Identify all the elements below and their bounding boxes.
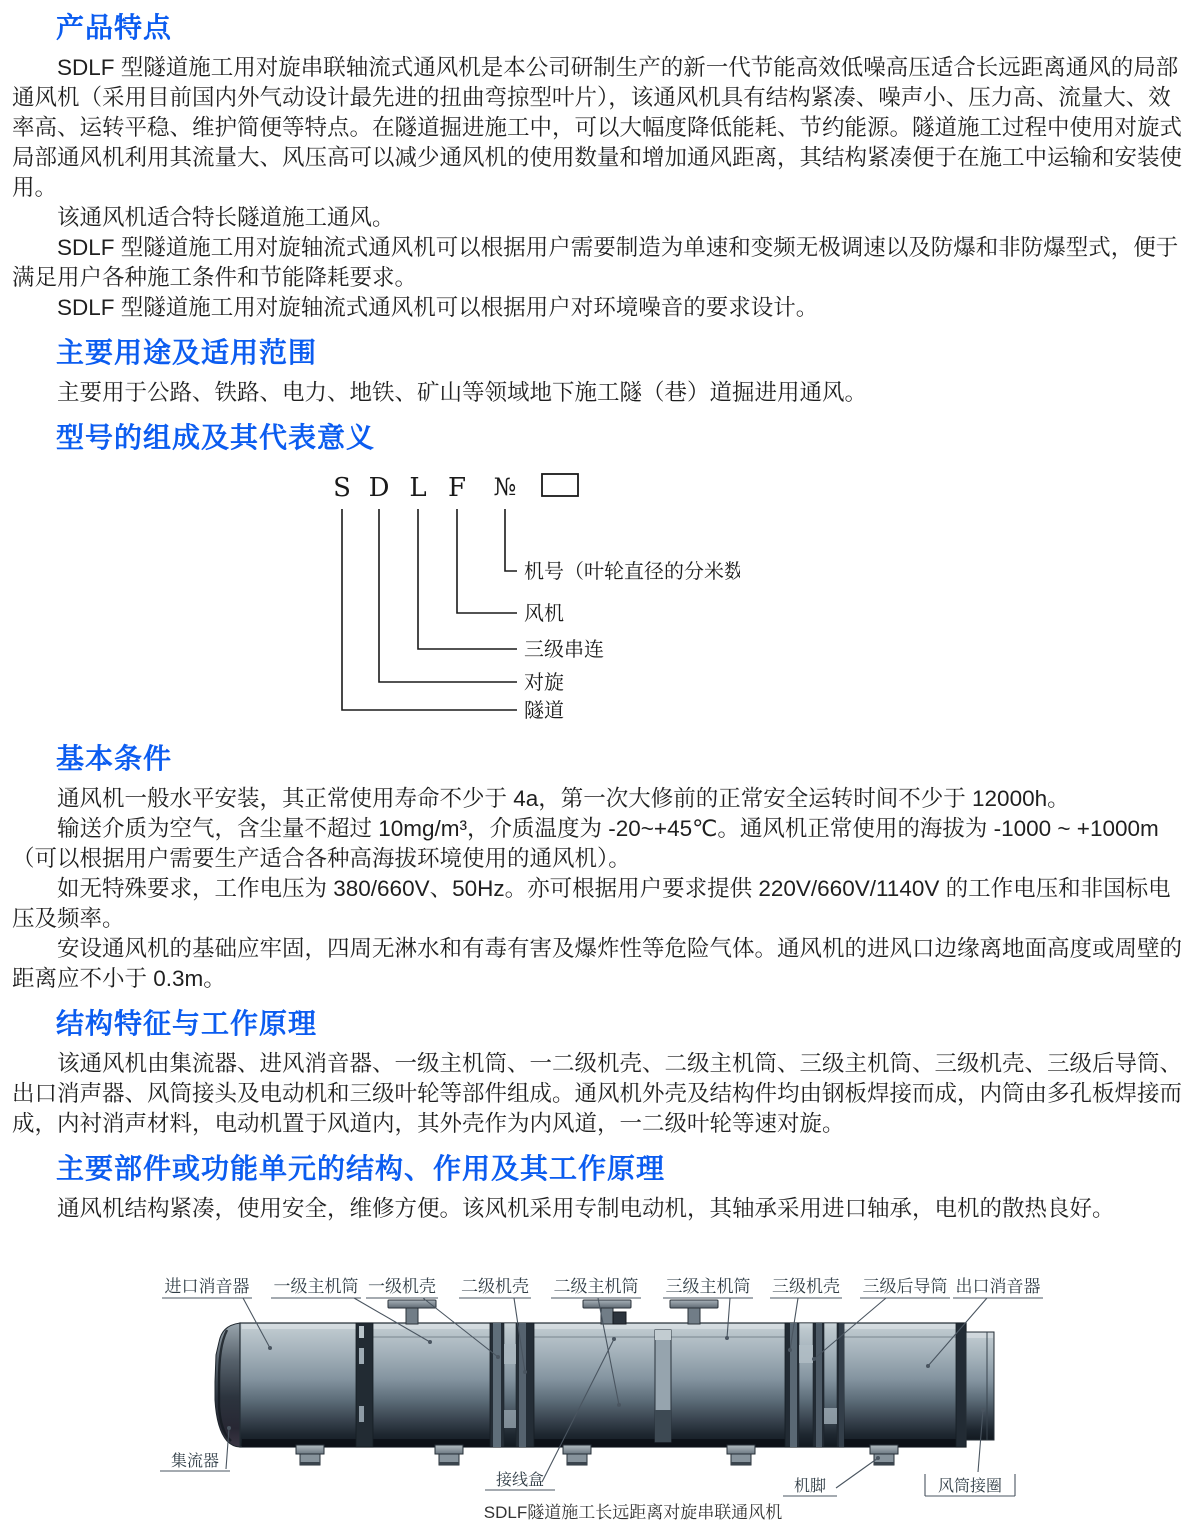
section-product-features: [12, 12, 1190, 323]
paragraph: SDLF 型隧道施工用对旋轴流式通风机可以根据用户需要制造为单速和变频无极调速以及防爆和非防爆型式，便于满足用户各种施工条件和节能降耗要求。: [12, 235, 1179, 290]
fan-label-inlet-silencer: 进口消音器: [164, 1277, 250, 1296]
model-letter-d: D: [368, 473, 390, 503]
section-main-uses: [12, 337, 1190, 408]
paragraph: SDLF 型隧道施工用对旋轴流式通风机可以根据用户对环境噪音的要求设计。: [57, 295, 819, 320]
paragraph: 主要用于公路、铁路、电力、地铁、矿山等领域地下施工隧（巷）道掘进用通风。: [57, 380, 868, 405]
model-line-three-stage-series: [418, 509, 517, 649]
paragraph: 该通风机由集流器、进风消音器、一级主机筒、一二级机壳、二级主机筒、三级主机筒、三级机壳、三级后导筒、出口消声器、风筒接头及电动机和三级叶轮等部件组成。通风机外壳及结构件均由钢板焊接而成，内筒由多孔板焊接而成，内衬消声材料，电动机置于风道内，其外壳作为内风道，一二级叶轮等速对旋。: [12, 1051, 1183, 1136]
fan-label-stage3-rear-guide-cylinder: 三级后导筒: [862, 1277, 948, 1296]
paragraph: 如无特殊要求，工作电压为 380/660V、50Hz。亦可根据用户要求提供 220V/660V/1140V 的工作电压和非国标电压及频率。: [12, 876, 1171, 931]
model-letter-no: №: [493, 473, 517, 501]
fan-label-collector: 集流器: [170, 1453, 220, 1470]
fan-label-stage3-main-cylinder: 三级主机筒: [665, 1277, 751, 1296]
model-label-fan: 风机: [524, 603, 564, 625]
fan-part-end-flange: [956, 1323, 966, 1447]
fan-caption: SDLF隧道施工长远距离对旋串联通风机: [483, 1503, 783, 1522]
model-line-fan: [457, 509, 517, 613]
fan-label-stage2-main-cylinder: 二级主机筒: [553, 1277, 639, 1296]
model-label-fan-number: 机号（叶轮直径的分米数）: [524, 561, 740, 583]
fan-part-handle-3: [670, 1300, 718, 1324]
fan-part-handle-1: [388, 1300, 436, 1324]
heading-structure-principle: 结构特征与工作原理: [56, 1008, 318, 1039]
fan-label-duct-ring: 风筒接圈: [937, 1478, 1003, 1495]
fan-part-casing-cluster-1: [490, 1323, 534, 1447]
paragraph: 通风机一般水平安装，其正常使用寿命不少于 4a，第一次大修前的正常安全运转时间不少于 12000h。: [57, 786, 1070, 811]
model-letter-s: S: [333, 473, 351, 503]
paragraph: SDLF 型隧道施工用对旋串联轴流式通风机是本公司研制生产的新一代节能高效低噪高压适合长远距离通风的局部通风机（采用目前国内外气动设计最先进的扭曲弯掠型叶片），该通风机具有结构紧凑、噪声小、压力高、流量大、效率高、运转平稳、维护简便等特点。在隧道掘进施工中，可以大幅度降低能耗、节约能源。隧道施工过程中使用对旋式局部通风机利用其流量大、风压高可以减少通风机的使用数量和增加通风距离，其结构紧凑便于在施工中运输和安装使用。: [12, 55, 1183, 200]
fan-label-junction-box: 接线盒: [495, 1472, 545, 1489]
paragraph: 该通风机适合特长隧道施工通风。: [57, 205, 395, 230]
paragraph: 输送介质为空气，含尘量不超过 10mg/m³，介质温度为 -20~+45℃。通风机正常使用的海拔为 -1000 ~ +1000m（可以根据用户需要生产适合各种高海拔环境使用的通风机）。: [12, 816, 1159, 871]
model-line-tunnel: [342, 509, 517, 710]
model-number-box: [542, 474, 578, 496]
heading-product-features: 产品特点: [56, 12, 173, 43]
model-label-counter-rotating: 对旋: [524, 672, 564, 694]
heading-basic-conditions: 基本条件: [56, 743, 173, 774]
model-letter-l: L: [409, 473, 427, 503]
fan-label-stage1-main-cylinder: 一级主机筒: [273, 1277, 359, 1296]
fan-part-flange-1: [356, 1323, 373, 1447]
fan-part-main-body: [240, 1323, 966, 1447]
paragraph: 通风机结构紧凑，使用安全，维修方便。该风机采用专制电动机，其轴承采用进口轴承，电机的散热良好。: [57, 1196, 1115, 1221]
fan-label-machine-foot: 机脚: [793, 1478, 827, 1495]
fan-part-junction-box: [613, 1312, 626, 1324]
model-letter-f: F: [447, 473, 467, 503]
section-main-components: [12, 1153, 1190, 1224]
paragraph: 安设通风机的基础应牢固，四周无淋水和有毒有害及爆炸性等危险气体。通风机的进风口边缘离地面高度或周壁的距离应不小于 0.3m。: [12, 936, 1183, 991]
section-structure-principle: [12, 1008, 1190, 1139]
model-line-fan-number: [505, 509, 517, 571]
model-label-three-stage-series: 三级串连: [524, 639, 604, 661]
fan-part-joint: [655, 1330, 671, 1442]
fan-label-outlet-silencer: 出口消音器: [955, 1277, 1041, 1296]
section-model-designation: [12, 422, 1190, 729]
model-label-tunnel: 隧道: [524, 700, 564, 722]
heading-main-uses: 主要用途及适用范围: [56, 337, 318, 368]
heading-main-components: 主要部件或功能单元的结构、作用及其工作原理: [56, 1153, 666, 1184]
section-basic-conditions: [12, 743, 1190, 994]
fan-part-duct-ring: [966, 1332, 994, 1440]
fan-label-stage3-casing: 三级机壳: [772, 1277, 840, 1296]
model-designation-diagram: [320, 464, 1190, 729]
fan-label-stage2-casing: 二级机壳: [461, 1277, 529, 1296]
model-designation-svg: [320, 464, 740, 724]
model-line-counter-rotating: [379, 509, 517, 682]
fan-part-handle-2: [583, 1300, 631, 1324]
fan-structure-drawing: [130, 1260, 1190, 1535]
heading-model-designation: 型号的组成及其代表意义: [56, 422, 376, 453]
fan-part-feet: [296, 1445, 898, 1465]
fan-structure-svg: [130, 1260, 1090, 1530]
fan-label-stage1-casing: 一级机壳: [368, 1277, 436, 1296]
